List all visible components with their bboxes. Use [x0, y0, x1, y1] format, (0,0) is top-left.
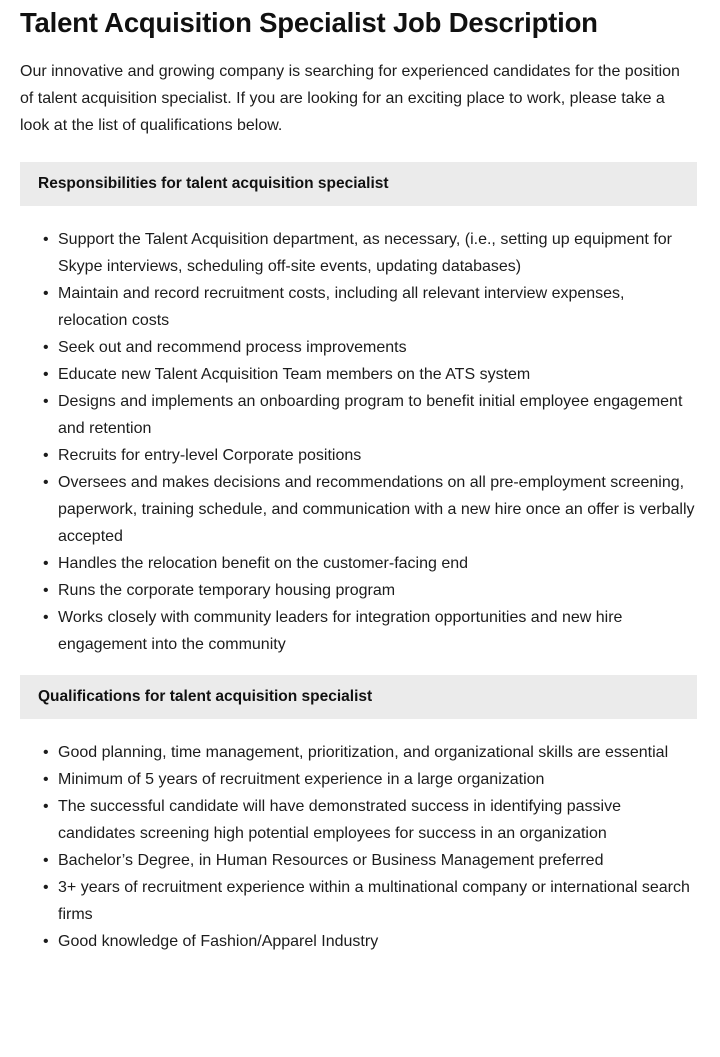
list-item: • Designs and implements an onboarding program to benefit initial employee engagement and retention [0, 388, 695, 442]
section-qualifications [0, 675, 720, 955]
list-item: • Bachelor’s Degree, in Human Resources or Business Management preferred [0, 847, 695, 874]
section-heading-label: Responsibilities for talent acquisition specialist [38, 175, 389, 193]
list-item: • Support the Talent Acquisition department, as necessary, (i.e., setting up equipment for Skype interviews, scheduling off-site events, updating databases) [0, 226, 695, 280]
list-item: • Seek out and recommend process improvements [0, 334, 695, 361]
section-heading-label: Qualifications for talent acquisition specialist [38, 688, 373, 706]
responsibilities-list [0, 206, 720, 658]
list-item: • Runs the corporate temporary housing program [0, 577, 695, 604]
page-title: Talent Acquisition Specialist Job Description [20, 7, 598, 38]
list-item: • Good knowledge of Fashion/Apparel Industry [0, 928, 695, 955]
list-item: • Handles the relocation benefit on the customer-facing end [0, 550, 695, 577]
list-item: • Recruits for entry-level Corporate positions [0, 442, 695, 469]
section-header-qualifications [20, 675, 697, 719]
qualifications-list [0, 719, 720, 955]
list-item: • Good planning, time management, prioritization, and organizational skills are essential [0, 739, 695, 766]
list-item: • Educate new Talent Acquisition Team members on the ATS system [0, 361, 695, 388]
list-item: • Maintain and record recruitment costs, including all relevant interview expenses, relocation costs [0, 280, 695, 334]
section-header-responsibilities [20, 162, 697, 206]
intro-paragraph: Our innovative and growing company is searching for experienced candidates for the position of talent acquisition specialist. If you are looking for an exciting place to work, please take a look at the list of qualifications below. [20, 63, 680, 135]
list-item: • 3+ years of recruitment experience within a multinational company or international search firms [0, 874, 695, 928]
list-item: • Works closely with community leaders for integration opportunities and new hire engagement into the community [0, 604, 695, 658]
list-item: • Oversees and makes decisions and recommendations on all pre-employment screening, paperwork, training schedule, and communication with a new hire once an offer is verbally accepted [0, 469, 695, 550]
list-item: • The successful candidate will have demonstrated success in identifying passive candidates screening high potential employees for success in an organization [0, 793, 695, 847]
section-responsibilities [0, 162, 720, 658]
list-item: • Minimum of 5 years of recruitment experience in a large organization [0, 766, 695, 793]
bottom-spacer [0, 955, 720, 989]
